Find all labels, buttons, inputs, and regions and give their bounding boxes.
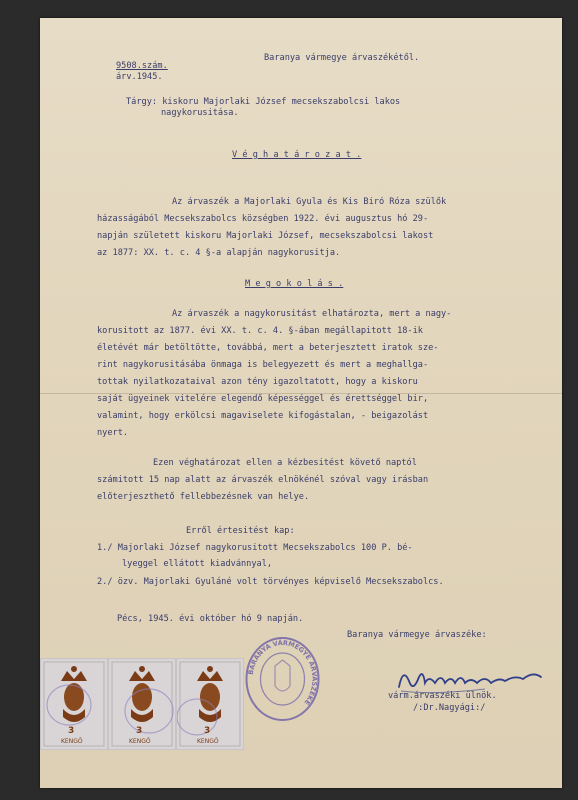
stamp-unit: KENGŐ xyxy=(61,738,83,745)
stamp-value: 3 xyxy=(136,726,143,736)
subject-line-1: Tárgy: kiskoru Majorlaki József mecsekszabolcsi lakos xyxy=(126,97,401,107)
stamp-unit: KENGŐ xyxy=(129,738,151,745)
reasoning-line: előterjeszthető fellebbezésnek van helye. xyxy=(97,492,310,502)
reasoning-line: tottak nyilatkozataival azon tény igazoltatott, hogy a kiskoru xyxy=(97,377,418,387)
decision-line: az 1877: XX. t. c. 4 §-a alapján nagykorusitja. xyxy=(97,248,341,258)
place-date: Pécs, 1945. évi október hó 9 napján. xyxy=(117,614,304,624)
signatory-name: /:Dr.Nagyági:/ xyxy=(413,703,486,713)
reasoning-line: Ezen véghatározat ellen a kézbesitést követő naptól xyxy=(153,458,417,468)
distribution-line: 1./ Majorlaki József nagykorusitott Mecsekszabolcs 100 P. bé- xyxy=(97,543,413,553)
signatory-title: várm.árvaszéki ülnök. xyxy=(388,691,497,701)
distribution-line: 2./ özv. Majorlaki Gyuláné volt törvényes képviselő Mecsekszabolcs. xyxy=(97,577,444,587)
reasoning-line: számitott 15 nap alatt az árvaszék elnökénél szóval vagy irásban xyxy=(97,475,429,485)
decision-line: Az árvaszék a Majorlaki Gyula és Kis Biró Róza szülők xyxy=(172,197,447,207)
decision-title: V é g h a t á r o z a t . xyxy=(232,150,362,160)
distribution-line: lyeggel ellátott kiadvánnyal, xyxy=(122,559,273,569)
reasoning-line: korusitott az 1877. évi XX. t. c. 4. §-ában megállapitott 18-ik xyxy=(97,326,423,336)
revenue-stamp xyxy=(108,658,176,750)
stamp-value: 3 xyxy=(204,726,211,736)
document-year: árv.1945. xyxy=(116,72,163,82)
revenue-stamp xyxy=(176,658,244,750)
authority-label: Baranya vármegye árvaszéke: xyxy=(347,630,487,640)
reasoning-line: rint nagykorusitásába önmaga is belegyezett és mert a meghallga- xyxy=(97,360,429,370)
revenue-stamp xyxy=(40,658,108,750)
stamp-unit: KENGŐ xyxy=(197,738,219,745)
reasoning-line: valamint, hogy erkölcsi magaviselete kifogástalan, - beigazolást xyxy=(97,411,429,421)
reasoning-line: nyert. xyxy=(97,428,129,438)
svg-text:BARANYA VÁRMEGYE ÁRVASZÉKE: BARANYA VÁRMEGYE ÁRVASZÉKE xyxy=(246,638,319,707)
distribution-title: Erről értesitést kap: xyxy=(186,526,295,536)
decision-line: házasságából Mecsekszabolcs községben 1922. évi augusztus hó 29- xyxy=(97,214,429,224)
reasoning-line: saját ügyeinek vitelére elegendő képességgel és érettséggel bir, xyxy=(97,394,429,404)
revenue-stamps xyxy=(40,658,243,750)
document-page xyxy=(40,18,562,788)
reasoning-line: életévét már betöltötte, továbbá, mert a beterjesztett iratok sze- xyxy=(97,343,439,353)
reasoning-title: M e g o k o l á s . xyxy=(245,279,344,289)
official-seal xyxy=(245,636,320,722)
stamp-value: 3 xyxy=(68,726,75,736)
document-number: 9508.szám. xyxy=(116,61,168,71)
reasoning-line: Az árvaszék a nagykorusitást elhatározta, mert a nagy- xyxy=(172,309,452,319)
subject-line-2: nagykorusitása. xyxy=(161,108,239,118)
issuer-heading: Baranya vármegye árvaszékétől. xyxy=(264,53,420,63)
decision-line: napján született kiskoru Majorlaki József, mecsekszabolcsi lakost xyxy=(97,231,434,241)
